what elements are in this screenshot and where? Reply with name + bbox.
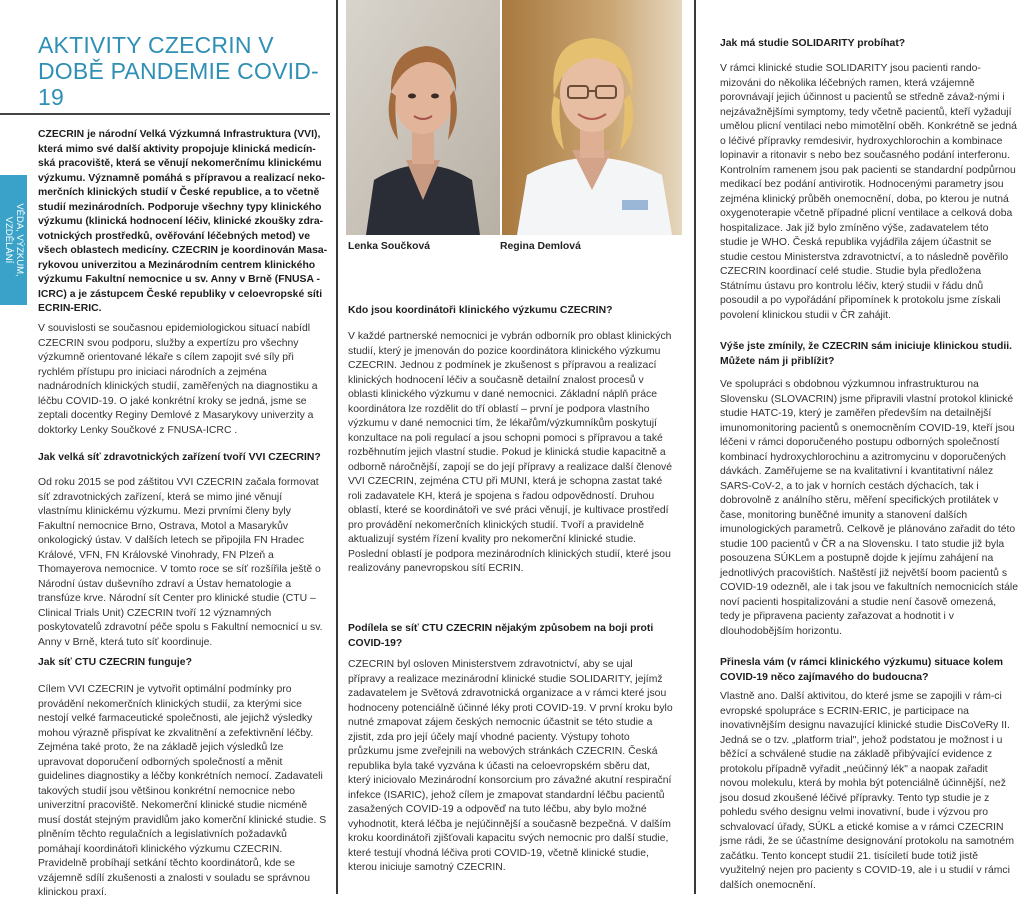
title-divider xyxy=(0,113,330,115)
column-divider xyxy=(694,0,696,894)
body-paragraph: V každé partnerské nemocnici je vybrán odborník pro oblast klinických studií, který je jmenován do pozice koordinátora klinického výzkumu CZECRIN. Jednou z podmínek je zkušenost s přípravou a realizací klinických hodnocení léčiv a současně detailní znalost procesů v oblasti klinického výzkumu v dané nemocnici. Základní náplň práce koordinátora lze rozdělit do tří oblastí – první je podpora vlastního výzkumu v dané nemocnici tím, že lékařům/výzkumníkům poskytují konzultace na poli regulací a jsou schopni pomoci s přípravou a také rozběhnutím jejich vlastní studie. Pokud je klinická studie kapacitně a odborně náročnější, zapojí se do její přípravy a realizace další členové VVI CZECRIN, zejména CTU při MUNI, která je schopna zastat také roli zadavatele KH, která je spojena s řadou odpovědností. Druhou oblastí, které se koordinátoři ve své práci věnují, je kultivace prostředí pro provádění nekomerčních klinických studií. Tvoří a pravidelně aktualizují systém řízení kvality pro nekomerční klinické studie. Poslední oblastí je podpora mezinárodních klinických studií, které jsou realizovány panevropskou sítí ECRIN. xyxy=(348,331,673,574)
column-divider xyxy=(336,0,338,894)
portrait-photo-součková xyxy=(346,0,500,235)
body-paragraph: Ve spolupráci s obdobnou výzkumnou infrastrukturou na Slovensku (SLOVACRIN) jsme připravili vlastní protokol klinické studie HATC-19, který je zaměřen především na detailnější imunomonitoring pacientů s onemocněním COVID-19, kteří jsou léčeni v rámci doporučeného postupu odborných společností kombinací hydroxychlorochinu a azitromycinu v doporučených dávkách. Zaměřujeme se na kvalitativní i kvantitativní nález SARS-CoV-2, a to jak v horních cestách dýchacích, tak i dobrovolně z análního stěru, měření specifických protilátek v čase, monitoring buněčné imunity a stanovení dalších imunologických parametrů. Celkově je plánováno zařadit do této studie 100 pacientů v ČR a na Slovensku. I tato studie již byla posouzena SÚKLem a postupně dojde k jejímu zahájení na jednotlivých pracovištích. Naštěstí již největší boom pacientů s COVID-19 odezněl, ale i tak jsou ve fakultních nemocnicích stále noví pacienti hospitalizováni a studie není časově omezená, tedy je připravena pacienty zařazovat a hodnotit i v dlouhodobějším horizontu. xyxy=(720,379,1019,637)
section-tab xyxy=(0,175,27,305)
portrait-woman-glasses-icon xyxy=(502,0,682,235)
question-heading: Jak síť CTU CZECRIN funguje? xyxy=(38,657,192,668)
lead-paragraph: CZECRIN je národní Velká Výzkumná Infrastruktura (VVI), která mimo své další aktivity propojuje klinická medicín-ská pracoviště, která se věnují nekomerčnímu klinickému výzkumu. Významně pomáhá s přípravou a realizací neko-merčních klinických studií v České republice, a to včetně studií mezinárodních. Podporuje všechny typy klinického výzkumu (klinická hodnocení léčiv, klinické zkoušky zdra-votnických prostředků, ověřování léčebných metod) ve všech oblastech medicíny. CZECRIN je koordinován Masa-rykovou univerzitou a Mezinárodním centrem klinického výzkumu Fakultní nemocnice u sv. Anny v Brně (FNUSA -ICRC) a je zástupcem České republiky v celoevropské síti ECRIN-ERIC. xyxy=(38,129,328,314)
body-paragraph: Od roku 2015 se pod záštitou VVI CZECRIN začala formovat síť zdravotnických zařízení, která se mimo jiné věnují vlastnímu klinickému výzkumu. Mezi prvními členy byly Fakultní nemocnice Brno, Ostrava, Motol a Masarykův onkologický ústav. V dalších letech se připojila FN Hradec Králové, VFN, FN Královské Vinohrady, FN Plzeň a Thomayerova nemocnice. V tomto roce se síť rozšířila ještě o Národní ústav duševního zdraví a Ústav hematologie a transfúze krve. Národní sít Center pro klinické studie (CTU – Clinical Trials Unit) CZECRIN tvoří 12 významných poskytovatelů zdravotní péče spolu s Fakultní nemocnicí u sv. Anny v Brně, která tuto síť koordinuje. xyxy=(38,477,323,648)
right-column xyxy=(700,0,1024,894)
body-paragraph: Vlastně ano. Další aktivitou, do které jsme se zapojili v rám-ci evropské spolupráce s ECRIN-ERIC, je participace na inovativnějším designu navazující klinické studie DisCoVeRy II. Jedná se o tzv. „platform trial", jehož podstatou je možnost i u běžící a schválené studie na základě přibývající evidence z protokolu případně vyřadit „neúčinný lék" a naopak zařadit novou molekulu, která by mohla být potenciálně účinnější, než jsou dosud zkoušené léčivé přípravky. Tento typ studie je z pohledu svého designu velmi inovativní, bude i výzvou pro schvalovací úřady, SÚKL a etické komise a v rámci CZECRIN jsme rádi, že se účastníme designování protokolu na samotném začátku. Tento koncept studií 21. tisíciletí bude totiž jistě využitelný nejen pro pacienty s COVID-19, ale i u studií v rámci dalších onemocnění. xyxy=(720,691,1014,891)
body-paragraph: Cílem VVI CZECRIN je vytvořit optimální podmínky pro provádění nekomerčních klinických studií, za kterými sice nestojí velké farmaceutické společnosti, ale jejichž výsledky mohou výrazně přispívat ke zkvalitnění a zefektivnění léčby. Zejména také proto, že na základě jejich výsledků lze upravovat doporučení odborných společností a měnit guidelines diagnostiky a léčby konkrétních nemocí. Zadavateli takových studií jsou většinou konkrétní nemocnice nebo univerzitní pracoviště. Nekomerční klinické studie nicméně musí dostát stejným pravidlům jako komerční klinické studie. S plněním těchto regulačních a legislativních požadavků pomáhají koordinátoři klinického výzkumu CZECRIN. Pravidelně probíhají setkání těchto koordinátorů, kde se vzájemně sdílí zkušenosti a znalosti v souladu se správnou klinickou praxí. xyxy=(38,684,327,898)
intro-paragraph: V souvislosti se současnou epidemiologickou situací nabídl CZECRIN svou podporu, služby a expertízu pro všechny výzkumně orientované lékaře s cílem zapojit své síly při rychlém přístupu pro iniciaci národních a zejména nadnárodních klinických studií, zaměřených na diagnostiku a léčbu COVID-19. O jaké konkrétní kroky se jedná, jsme se zeptali docentky Reginy Demlové z Masarykovy univerzity a doktorky Lenky Součkové z FNUSA-ICRC . xyxy=(38,323,318,436)
article-title: AKTIVITY CZECRIN V DOBĚ PANDEMIE COVID-19 xyxy=(38,32,319,110)
question-heading: Výše jste zmínily, že CZECRIN sám iniciuje klinickou studii. Můžete nám ji přiblížit? xyxy=(720,341,1012,367)
portrait-woman-icon xyxy=(346,0,500,235)
question-heading: Jak má studie SOLIDARITY probíhat? xyxy=(720,38,906,49)
left-column xyxy=(0,0,340,898)
body-paragraph: V rámci klinické studie SOLIDARITY jsou pacienti rando-mizováni do několika léčebných ramen, která vzájemně porovnávají jejich účinnost u pacientů se středně závaž-nými i nejzávažnějšími symptomy, tedy včetně pacientů, kteří vyžadují umělou plicní ventilaci nebo mimotělní oběh. Konkrétně se jedná o léčivé přípravky remdesivir, hydroxychlorochin a kombinace lopinavir a ritonavir s nebo bez současného podání interferonu. Kontrolním ramenem jsou pak pacienti se standardní podpůrnou medikací bez podání antivirotik. Hodnocenými parametry jsou zejména klinický průběh onemocnění, doba, po kterou je nutná oxygenoterapie včetně případné plicní ventilace a celková doba hospitalizace. Jak již bylo zmíněno výše, zadavatelem této studie je WHO. Česká republika vyjádřila zájem účastnit se studie cestou Ministerstva zdravotnictví, a to následně pověřilo CZECRIN koordinací celé studie. Studie byla předložena Státnímu ústavu pro kontrolu léčiv, který studii v řádu dnů posoudil a po vypořádání připomínek k protokolu jsme získali povolení klinickou studii v ČR zahájit. xyxy=(720,63,1017,321)
portrait-photo-demlová xyxy=(502,0,682,235)
body-paragraph: CZECRIN byl osloven Ministerstvem zdravotnictví, aby se ujal přípravy a realizace mezinárodní klinické studie SOLIDARITY, jejímž zadavatelem je Světová zdravotnická organizace a v rámci které jsou hodnoceny potenciálně účinné léky proti COVID-19. V první kroku bylo nutné zmapovat zájem českých nemocnic účastnit se této studie a zjistit, zda pro její účely mají vhodné pacienty. Výstupy tohoto průzkumu jsme zveřejnili na webových stránkách CZECRIN. Česká republika byla také vyzvána k účasti na celoevropském sběru dat, který iniciovalo Mezinárodní konsorcium pro závažné akutní respirační infekce (ISARIC), jehož cílem je zmapovat standardní léčbu pacientů zasažených COVID-19 a odpověď na tuto léčbu, aby bylo možné vyhodnotit, která léčba je nejúčinnější a současně bezpečná. V dalším kroku koordinátoři zjišťovali kapacitu svých nemocnic pro další studie, které testují vhodná léčiva proti COVID-19, včetně klinické studie, kterou iniciuje samotný CZECRIN. xyxy=(348,659,673,873)
question-heading: Přinesla vám (v rámci klinického výzkumu) situace kolem COVID-19 něco zajímavého do budoucna? xyxy=(720,657,1003,683)
question-heading: Kdo jsou koordinátoři klinického výzkumu CZECRIN? xyxy=(348,305,613,316)
middle-column xyxy=(340,0,690,894)
photo-caption-left: Lenka Součková xyxy=(348,241,431,252)
section-tab-label: VĚDA, VÝZKUM, VZDĚLÁNÍ xyxy=(2,203,25,277)
photo-caption-right: Regina Demlová xyxy=(500,241,581,252)
question-heading: Jak velká síť zdravotnických zařízení tvoří VVI CZECRIN? xyxy=(38,452,321,463)
question-heading: Podílela se síť CTU CZECRIN nějakým způsobem na boji proti COVID-19? xyxy=(348,623,654,649)
